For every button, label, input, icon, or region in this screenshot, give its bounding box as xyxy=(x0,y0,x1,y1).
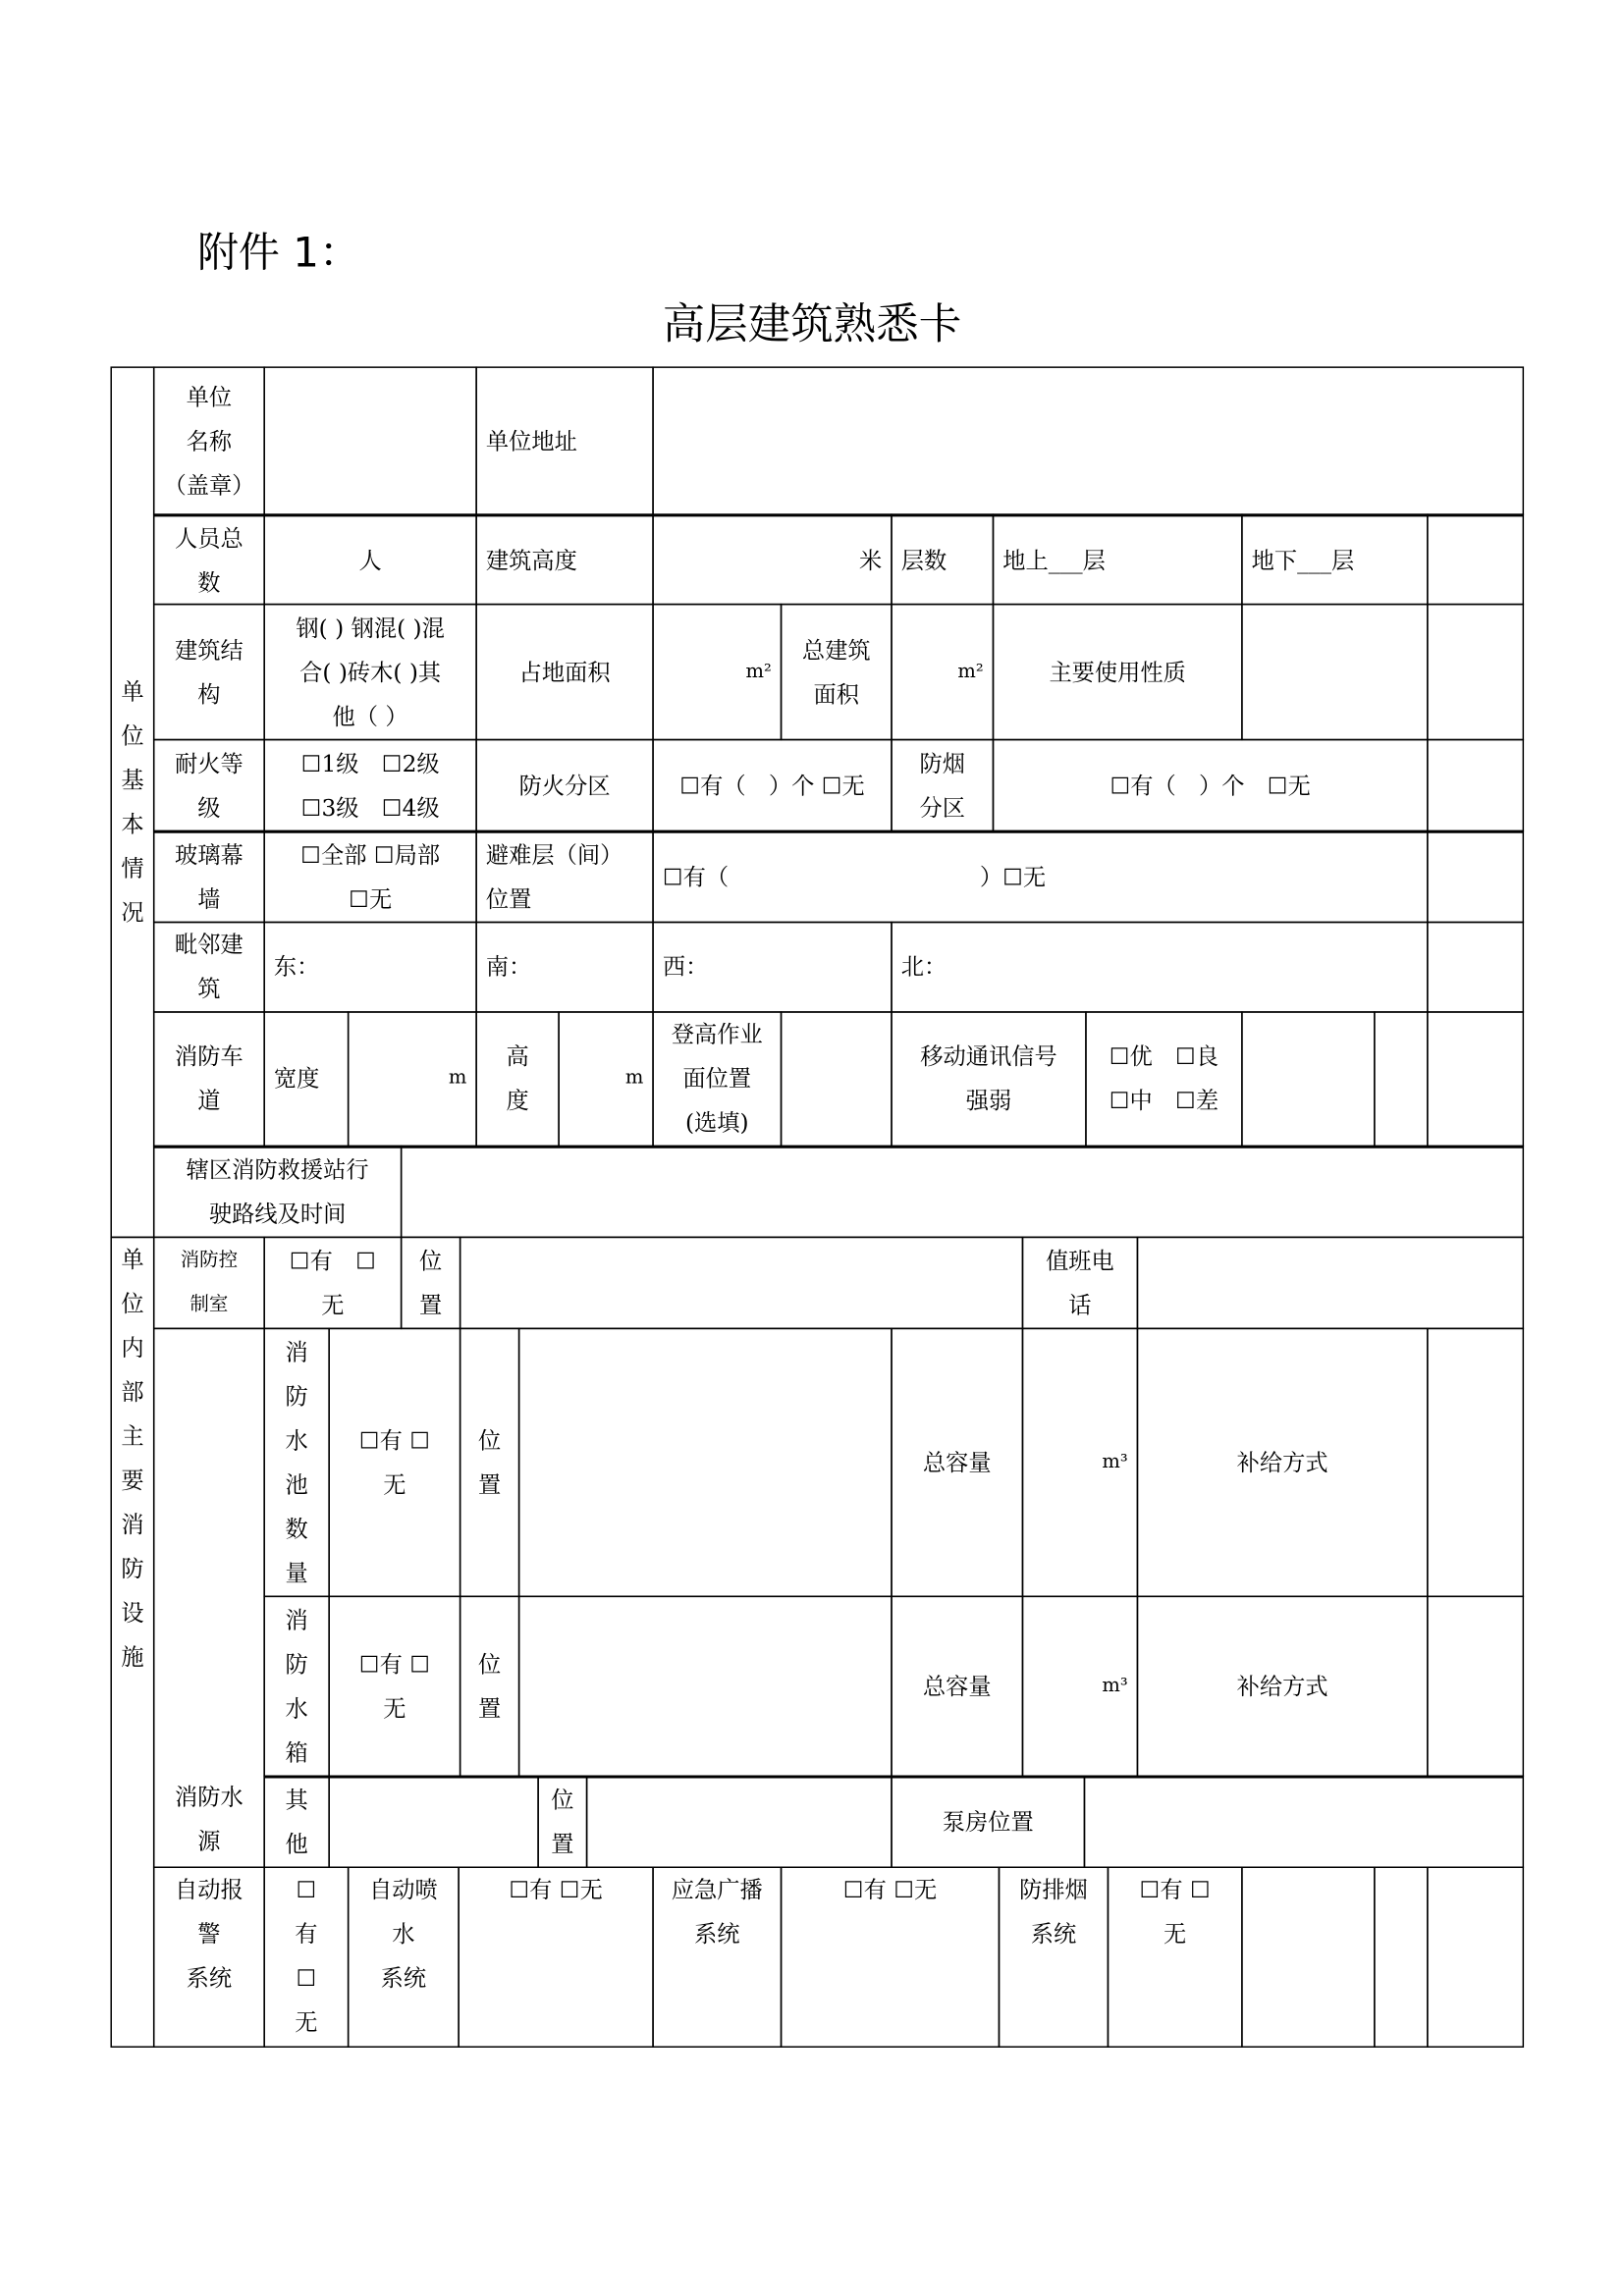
cell-broadcast: 应急广播 系统 xyxy=(652,1866,782,2047)
blank-input-cell[interactable] xyxy=(1427,604,1524,740)
cell-position: 位 置 xyxy=(401,1237,460,1329)
cell-staff-total: 人员总 数 xyxy=(153,513,265,605)
cell-building-height: 建筑高度 xyxy=(475,513,653,605)
cell-broadcast-options: ☐有 ☐无 xyxy=(781,1866,1000,2047)
cell-tank-options: ☐有 ☐ 无 xyxy=(328,1596,460,1777)
cell-section-internal: 单 位 内 部 主 要 消 防 设 施 xyxy=(110,1237,154,2048)
cell-position: 位 置 xyxy=(460,1596,519,1777)
cell-capacity-unit: m³ xyxy=(1022,1596,1138,1777)
blank-input-cell[interactable] xyxy=(328,1776,538,1868)
cell-capacity-unit: m³ xyxy=(1022,1328,1138,1597)
cell-height: 高 度 xyxy=(475,1011,559,1147)
cell-signal-options: ☐优 ☐良 ☐中 ☐差 xyxy=(1085,1011,1242,1147)
cell-east: 东： xyxy=(263,922,476,1013)
blank-input-cell[interactable] xyxy=(263,366,476,514)
cell-lane-height-unit: m xyxy=(558,1011,653,1147)
cell-signal: 移动通讯信号 强弱 xyxy=(891,1011,1086,1147)
cell-fire-lane: 消防车 道 xyxy=(153,1011,265,1147)
cell-adjacent: 毗邻建 筑 xyxy=(153,922,265,1013)
cell-height-unit: 米 xyxy=(652,513,892,605)
cell-structure: 建筑结 构 xyxy=(153,604,265,740)
cell-duty-phone: 值班电 话 xyxy=(1022,1237,1138,1329)
cell-refuge-floor-options: ☐有（ ）☐无 xyxy=(652,830,1428,923)
cell-auto-alarm: 自动报 警 系统 xyxy=(153,1866,265,2047)
cell-floors: 层数 xyxy=(891,513,994,605)
cell-total-capacity: 总容量 xyxy=(891,1596,1023,1777)
cell-fire-compartment: 防火分区 xyxy=(475,739,653,831)
blank-input-cell[interactable] xyxy=(1084,1776,1524,1868)
blank-input-cell[interactable] xyxy=(1374,1011,1428,1147)
blank-input-cell[interactable] xyxy=(1427,830,1524,923)
cell-section-basic: 单 位 基 本 情 况 xyxy=(110,366,154,1238)
blank-input-cell[interactable] xyxy=(401,1146,1524,1238)
cell-curtain-wall: 玻璃幕 墙 xyxy=(153,830,265,923)
blank-input-cell[interactable] xyxy=(518,1596,893,1777)
cell-auto-alarm-options: ☐ 有 ☐ 无 xyxy=(263,1866,349,2047)
cell-unit-name: 单位 名称 （盖章） xyxy=(153,366,265,514)
cell-refuge-floor: 避难层（间） 位置 xyxy=(475,830,653,923)
cell-floors-below: 地下___层 xyxy=(1241,513,1428,605)
cell-land-area: 占地面积 xyxy=(475,604,653,740)
blank-input-cell[interactable] xyxy=(1427,922,1524,1013)
blank-input-cell[interactable] xyxy=(1137,1237,1524,1329)
cell-structure-options: 钢( ) 钢混( )混 合( )砖木( )其 他（ ） xyxy=(263,604,476,740)
cell-total-area-unit: m² xyxy=(891,604,994,740)
cell-fire-rating: 耐火等 级 xyxy=(153,739,265,831)
blank-input-cell[interactable] xyxy=(781,1011,893,1147)
cell-fire-rating-options: ☐1级 ☐2级 ☐3级 ☐4级 xyxy=(263,739,476,831)
cell-other: 其 他 xyxy=(263,1776,329,1868)
blank-input-cell[interactable] xyxy=(1241,1866,1375,2047)
cell-control-room: 消防控 制室 xyxy=(153,1237,265,1329)
cell-total-capacity: 总容量 xyxy=(891,1328,1023,1597)
cell-curtain-wall-options: ☐全部 ☐局部 ☐无 xyxy=(263,830,476,923)
blank-input-cell[interactable] xyxy=(652,366,1524,514)
cell-pool: 消 防 水 池 数 量 xyxy=(263,1328,329,1597)
cell-west: 西： xyxy=(652,922,892,1013)
cell-unit-address: 单位地址 xyxy=(475,366,653,514)
blank-input-cell[interactable] xyxy=(1241,604,1428,740)
cell-water-source: 消防水 源 xyxy=(153,1328,265,1868)
cell-north: 北： xyxy=(891,922,1428,1013)
attachment-label: 附件 1： xyxy=(196,228,360,277)
cell-tank: 消 防 水 箱 xyxy=(263,1596,329,1777)
blank-input-cell[interactable] xyxy=(1427,1596,1524,1777)
cell-floors-above: 地上___层 xyxy=(993,513,1243,605)
cell-width: 宽度 xyxy=(263,1011,349,1147)
blank-input-cell[interactable] xyxy=(1427,513,1524,605)
cell-smoke-compartment-options: ☐有（ ）个 ☐无 xyxy=(993,739,1429,831)
blank-input-cell[interactable] xyxy=(1427,1866,1524,2047)
blank-input-cell[interactable] xyxy=(460,1237,1023,1329)
cell-smoke-exhaust-options: ☐有 ☐ 无 xyxy=(1108,1866,1243,2047)
cell-width-unit: m xyxy=(348,1011,477,1147)
cell-supply-mode: 补给方式 xyxy=(1137,1328,1429,1597)
cell-staff-unit: 人 xyxy=(263,513,476,605)
cell-total-area: 总建筑 面积 xyxy=(781,604,893,740)
cell-supply-mode: 补给方式 xyxy=(1137,1596,1429,1777)
cell-main-use: 主要使用性质 xyxy=(993,604,1243,740)
document-title: 高层建筑熟悉卡 xyxy=(662,298,962,349)
cell-position: 位 置 xyxy=(460,1328,519,1597)
cell-pump-room: 泵房位置 xyxy=(891,1776,1085,1868)
cell-sprinkler-options: ☐有 ☐无 xyxy=(458,1866,653,2047)
cell-smoke-exhaust: 防排烟 系统 xyxy=(999,1866,1109,2047)
blank-input-cell[interactable] xyxy=(1427,1328,1524,1597)
cell-position: 位 置 xyxy=(537,1776,587,1868)
blank-input-cell[interactable] xyxy=(586,1776,893,1868)
cell-control-room-options: ☐有 ☐ 无 xyxy=(263,1237,402,1329)
blank-input-cell[interactable] xyxy=(1427,1011,1524,1147)
blank-input-cell[interactable] xyxy=(1241,1011,1375,1147)
cell-land-area-unit: m² xyxy=(652,604,782,740)
cell-smoke-compartment: 防烟 分区 xyxy=(891,739,994,831)
cell-south: 南： xyxy=(475,922,653,1013)
cell-aerial-position: 登高作业 面位置 (选填) xyxy=(652,1011,782,1147)
cell-rescue-route: 辖区消防救援站行 驶路线及时间 xyxy=(153,1146,402,1238)
blank-input-cell[interactable] xyxy=(1374,1866,1428,2047)
blank-input-cell[interactable] xyxy=(1427,739,1524,831)
cell-fire-compartment-options: ☐有（ ）个 ☐无 xyxy=(652,739,892,831)
blank-input-cell[interactable] xyxy=(518,1328,893,1597)
cell-pool-options: ☐有 ☐ 无 xyxy=(328,1328,460,1597)
cell-sprinkler: 自动喷 水 系统 xyxy=(348,1866,460,2047)
